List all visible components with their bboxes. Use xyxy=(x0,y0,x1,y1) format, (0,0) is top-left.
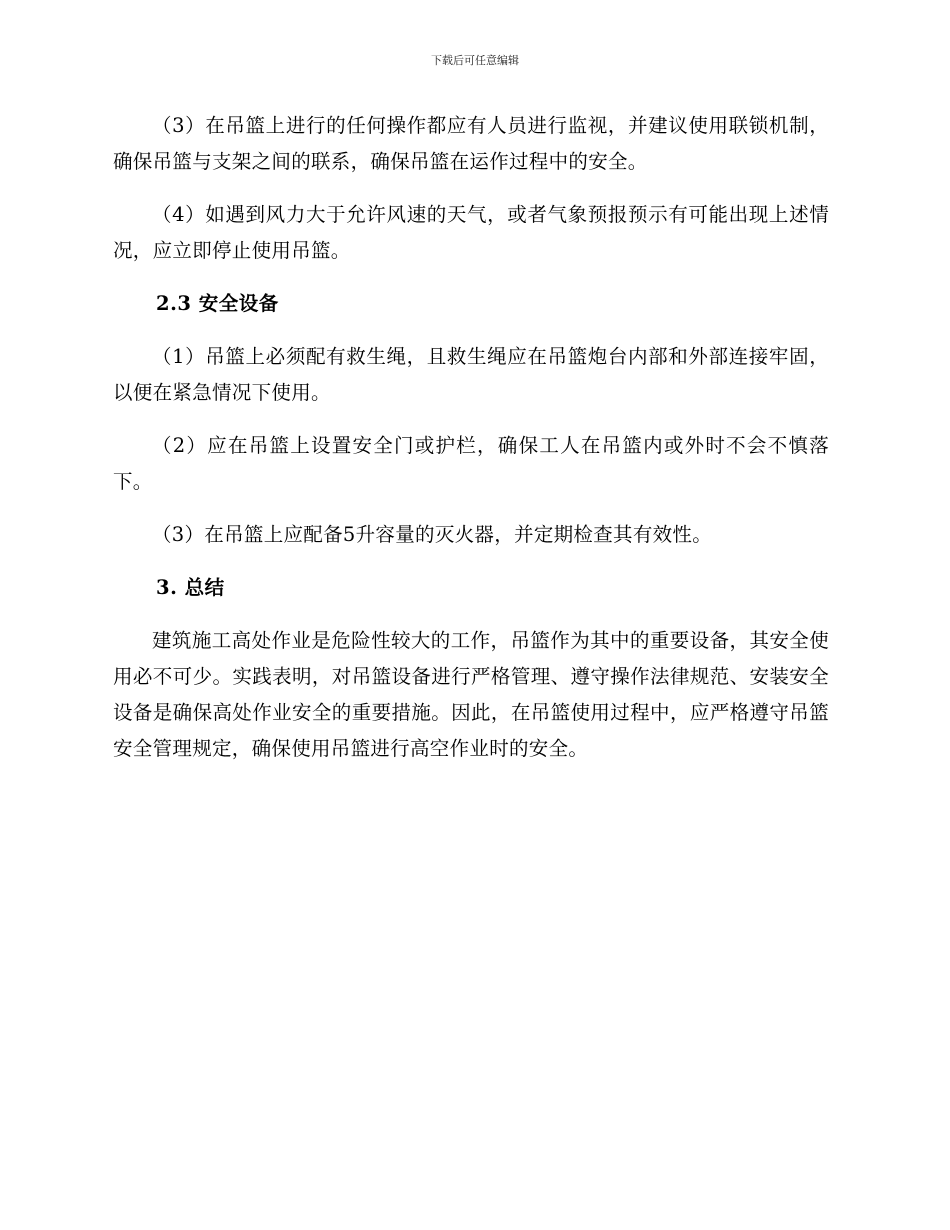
paragraph-lifeline: （1）吊篮上必须配有救生绳，且救生绳应在吊篮炮台内部和外部连接牢固，以便在紧急情况下使用。 xyxy=(113,345,829,404)
document-body xyxy=(113,108,829,767)
paragraph-monitoring: （3）在吊篮上进行的任何操作都应有人员进行监视，并建议使用联锁机制，确保吊篮与支架之间的联系，确保吊篮在运作过程中的安全。 xyxy=(113,114,829,173)
section-heading-summary: 3. 总结 xyxy=(156,576,225,599)
paragraph-summary: 建筑施工高处作业是危险性较大的工作，吊篮作为其中的重要设备，其安全使用必不可少。实践表明，对吊篮设备进行严格管理、遵守操作法律规范、安装安全设备是确保高处作业安全的重要措施。因此，在吊篮使用过程中，应严格遵守吊篮安全管理规定，确保使用吊篮进行高空作业时的安全。 xyxy=(113,629,829,760)
paragraph-guardrail: （2）应在吊篮上设置安全门或护栏，确保工人在吊篮内或外时不会不慎落下。 xyxy=(113,434,829,493)
paragraph-extinguisher: （3）在吊篮上应配备5升容量的灭火器，并定期检查其有效性。 xyxy=(152,523,713,546)
section-heading-safety-equipment: 2.3 安全设备 xyxy=(156,292,279,315)
paragraph-wind-stop: （4）如遇到风力大于允许风速的天气，或者气象预报预示有可能出现上述情况，应立即停止使用吊篮。 xyxy=(113,203,829,262)
page-header: 下载后可任意编辑 xyxy=(431,54,519,67)
